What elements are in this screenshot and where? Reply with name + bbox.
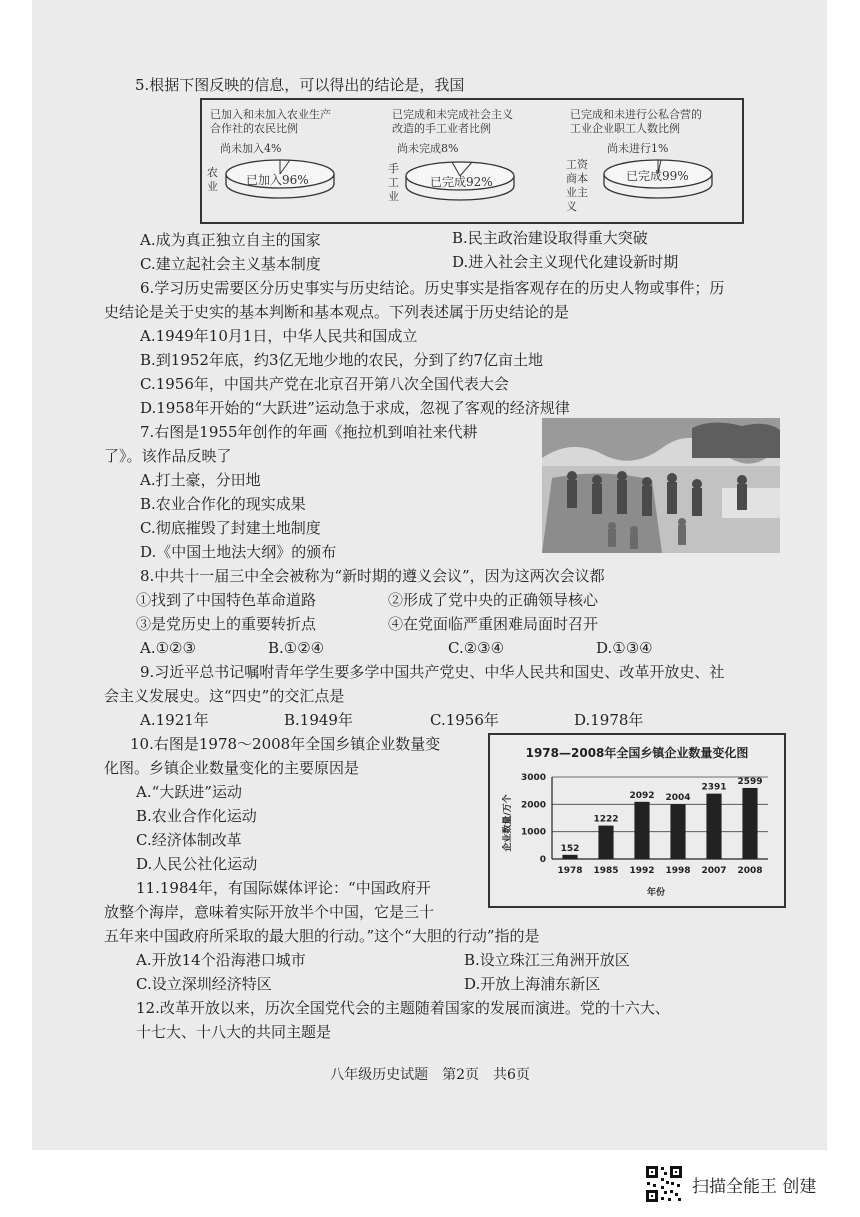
- pie2-title-line2: 改造的手工业者比例: [392, 122, 491, 135]
- qr-code-icon: [644, 1164, 684, 1204]
- township-enterprise-chart: [488, 733, 786, 908]
- pie3-minor-label: 尚未进行1%: [607, 142, 669, 155]
- q8-option-c[interactable]: C.②③④: [448, 639, 505, 657]
- q5-stem: 5.根据下图反映的信息，可以得出的结论是，我国: [135, 76, 465, 94]
- chart-bar: [706, 794, 721, 859]
- q12-stem-line1: 12.改革开放以来，历次全国党代会的主题随着国家的发展而演进。党的十六大、: [136, 999, 670, 1017]
- q7-option-a[interactable]: A.打土豪，分田地: [140, 471, 261, 489]
- q10-option-a[interactable]: A.“大跃进”运动: [136, 783, 242, 801]
- q9-option-d[interactable]: D.1978年: [574, 711, 644, 729]
- q6-stem-line1: 6.学习历史需要区分历史事实与历史结论。历史事实是指客观存在的历史人物或事件；历: [140, 279, 725, 297]
- q9-option-a[interactable]: A.1921年: [140, 711, 209, 729]
- q8-option-d[interactable]: D.①③④: [596, 639, 653, 657]
- pie2-title-line1: 已完成和未完成社会主义: [392, 108, 513, 121]
- q9-option-b[interactable]: B.1949年: [284, 711, 353, 729]
- chart-x-tick-label: 2008: [737, 866, 763, 876]
- pie2-minor-label: 尚未完成8%: [397, 142, 459, 155]
- pie3-title-line1: 已完成和未进行公私合营的: [570, 108, 702, 121]
- pie2-side-label-2: 工: [388, 176, 399, 189]
- pie3-major-label: 已完成99%: [626, 169, 689, 183]
- q11-option-a[interactable]: A.开放14个沿海港口城市: [136, 951, 306, 969]
- q11-stem-line3: 五年来中国政府所采取的最大胆的行动。”这个“大胆的行动”指的是: [104, 927, 540, 945]
- pie3-side-label-2: 商本: [566, 172, 588, 185]
- q6-stem-line2: 史结论是关于史实的基本判断和基本观点。下列表述属于历史结论的是: [104, 303, 570, 321]
- q11-option-d[interactable]: D.开放上海浦东新区: [464, 975, 601, 993]
- q7-stem-line2: 了》。该作品反映了: [104, 447, 232, 465]
- chart-y-tick-label: 1000: [520, 827, 546, 838]
- q6-option-d[interactable]: D.1958年开始的“大跃进”运动急于求成，忽视了客观的经济规律: [140, 399, 570, 417]
- chart-title: 1978—2008年全国乡镇企业数量变化图: [525, 746, 749, 760]
- q9-stem-line2: 会主义发展史。这“四史”的交汇点是: [104, 687, 345, 705]
- chart-bar: [562, 855, 577, 859]
- pie3-side-label-4: 义: [566, 200, 577, 213]
- q10-stem-line1: 10.右图是1978～2008年全国乡镇企业数量变: [130, 735, 441, 753]
- chart-data-label: 2004: [665, 793, 691, 804]
- chart-x-tick-label: 1992: [629, 866, 655, 876]
- q12-stem-line2: 十七大、十八大的共同主题是: [136, 1023, 332, 1041]
- pie3-side-label-1: 工资: [566, 158, 588, 171]
- q8-stem: 8.中共十一届三中全会被称为“新时期的遵义会议”，因为这两次会议都: [140, 567, 605, 585]
- q9-option-c[interactable]: C.1956年: [430, 711, 499, 729]
- q5-pie-charts-box: [200, 98, 744, 224]
- chart-y-tick-label: 0: [539, 855, 546, 865]
- chart-data-label: 2092: [629, 790, 655, 801]
- pie2-side-label-3: 业: [388, 190, 399, 203]
- q5-option-c[interactable]: C.建立起社会主义基本制度: [140, 255, 321, 273]
- chart-x-tick-label: 1978: [557, 866, 583, 876]
- pie1-side-label-1: 农: [207, 166, 218, 179]
- q7-option-b[interactable]: B.农业合作化的现实成果: [140, 495, 306, 513]
- page-footer: 八年级历史试题 第2页 共6页: [330, 1067, 530, 1083]
- q9-stem-line1: 9.习近平总书记嘱咐青年学生要多学中国共产党史、中华人民共和国史、改革开放史、社: [140, 663, 725, 681]
- q8-item-2: ②形成了党中央的正确领导核心: [388, 591, 599, 609]
- pie2-side-label-1: 手: [388, 162, 399, 175]
- pie3-title-line2: 工业企业职工人数比例: [570, 122, 680, 135]
- chart-data-label: 1222: [593, 814, 619, 825]
- q7-stem-line1: 7.右图是1955年创作的年画《拖拉机到咱社来代耕: [140, 423, 478, 441]
- q8-item-4: ④在党面临严重困难局面时召开: [388, 615, 599, 633]
- q11-stem-line1: 11.1984年，有国际媒体评论：“中国政府开: [136, 879, 431, 897]
- q5-option-a[interactable]: A.成为真正独立自主的国家: [140, 231, 321, 249]
- chart-x-axis-label: 年份: [646, 888, 666, 898]
- q10-option-c[interactable]: C.经济体制改革: [136, 831, 242, 849]
- q11-option-b[interactable]: B.设立珠江三角洲开放区: [464, 951, 630, 969]
- q8-item-1: ①找到了中国特色革命道路: [136, 591, 317, 609]
- chart-y-tick-label: 3000: [520, 773, 546, 783]
- q6-option-a[interactable]: A.1949年10月1日，中华人民共和国成立: [140, 327, 418, 345]
- pie1-side-label-2: 业: [207, 180, 218, 193]
- chart-data-label: 2599: [737, 776, 763, 787]
- q7-option-d[interactable]: D.《中国土地法大纲》的颁布: [140, 543, 337, 561]
- chart-bar: [598, 826, 613, 859]
- q5-option-b[interactable]: B.民主政治建设取得重大突破: [452, 229, 648, 247]
- q7-option-c[interactable]: C.彻底摧毁了封建土地制度: [140, 519, 321, 537]
- q5-option-d[interactable]: D.进入社会主义现代化建设新时期: [452, 253, 679, 271]
- pie3-side-label-3: 业主: [566, 186, 588, 199]
- chart-x-tick-label: 1985: [593, 866, 619, 876]
- pie1-major-label: 已加入96%: [246, 173, 309, 187]
- painting-illustration: [542, 418, 780, 553]
- q10-option-b[interactable]: B.农业合作化运动: [136, 807, 257, 825]
- scanner-brand-text: 扫描全能王 创建: [692, 1176, 817, 1197]
- chart-data-label: 2391: [701, 782, 727, 793]
- q10-option-d[interactable]: D.人民公社化运动: [136, 855, 258, 873]
- q10-stem-line2: 化图。乡镇企业数量变化的主要原因是: [104, 759, 360, 777]
- chart-x-tick-label: 2007: [701, 866, 727, 876]
- chart-y-tick-label: 2000: [520, 800, 546, 811]
- scanner-watermark: [644, 1164, 816, 1204]
- pie1-title-line2: 合作社的农民比例: [210, 122, 298, 135]
- pie1-minor-label: 尚未加入4%: [220, 142, 282, 155]
- q8-item-3: ③是党历史上的重要转折点: [136, 615, 317, 633]
- chart-bar: [634, 802, 649, 859]
- q11-stem-line2: 放整个海岸，意味着实际开放半个中国，它是三十: [104, 903, 435, 921]
- chart-bar: [742, 788, 757, 859]
- chart-data-label: 152: [560, 843, 580, 854]
- pie1-title-line1: 已加入和未加入农业生产: [210, 108, 331, 121]
- q8-option-b[interactable]: B.①②④: [268, 639, 325, 657]
- q6-option-c[interactable]: C.1956年，中国共产党在北京召开第八次全国代表大会: [140, 375, 509, 393]
- q8-option-a[interactable]: A.①②③: [140, 639, 196, 657]
- q6-option-b[interactable]: B.到1952年底，约3亿无地少地的农民，分到了约7亿亩土地: [140, 351, 544, 369]
- chart-x-tick-label: 1998: [665, 866, 691, 876]
- chart-bar: [670, 804, 685, 859]
- chart-y-axis-label: 企业数量/万个: [503, 794, 513, 852]
- bar-chart-svg: [490, 735, 784, 906]
- q11-option-c[interactable]: C.设立深圳经济特区: [136, 975, 272, 993]
- new-year-painting-image: [542, 418, 780, 553]
- pie2-major-label: 已完成92%: [430, 175, 493, 189]
